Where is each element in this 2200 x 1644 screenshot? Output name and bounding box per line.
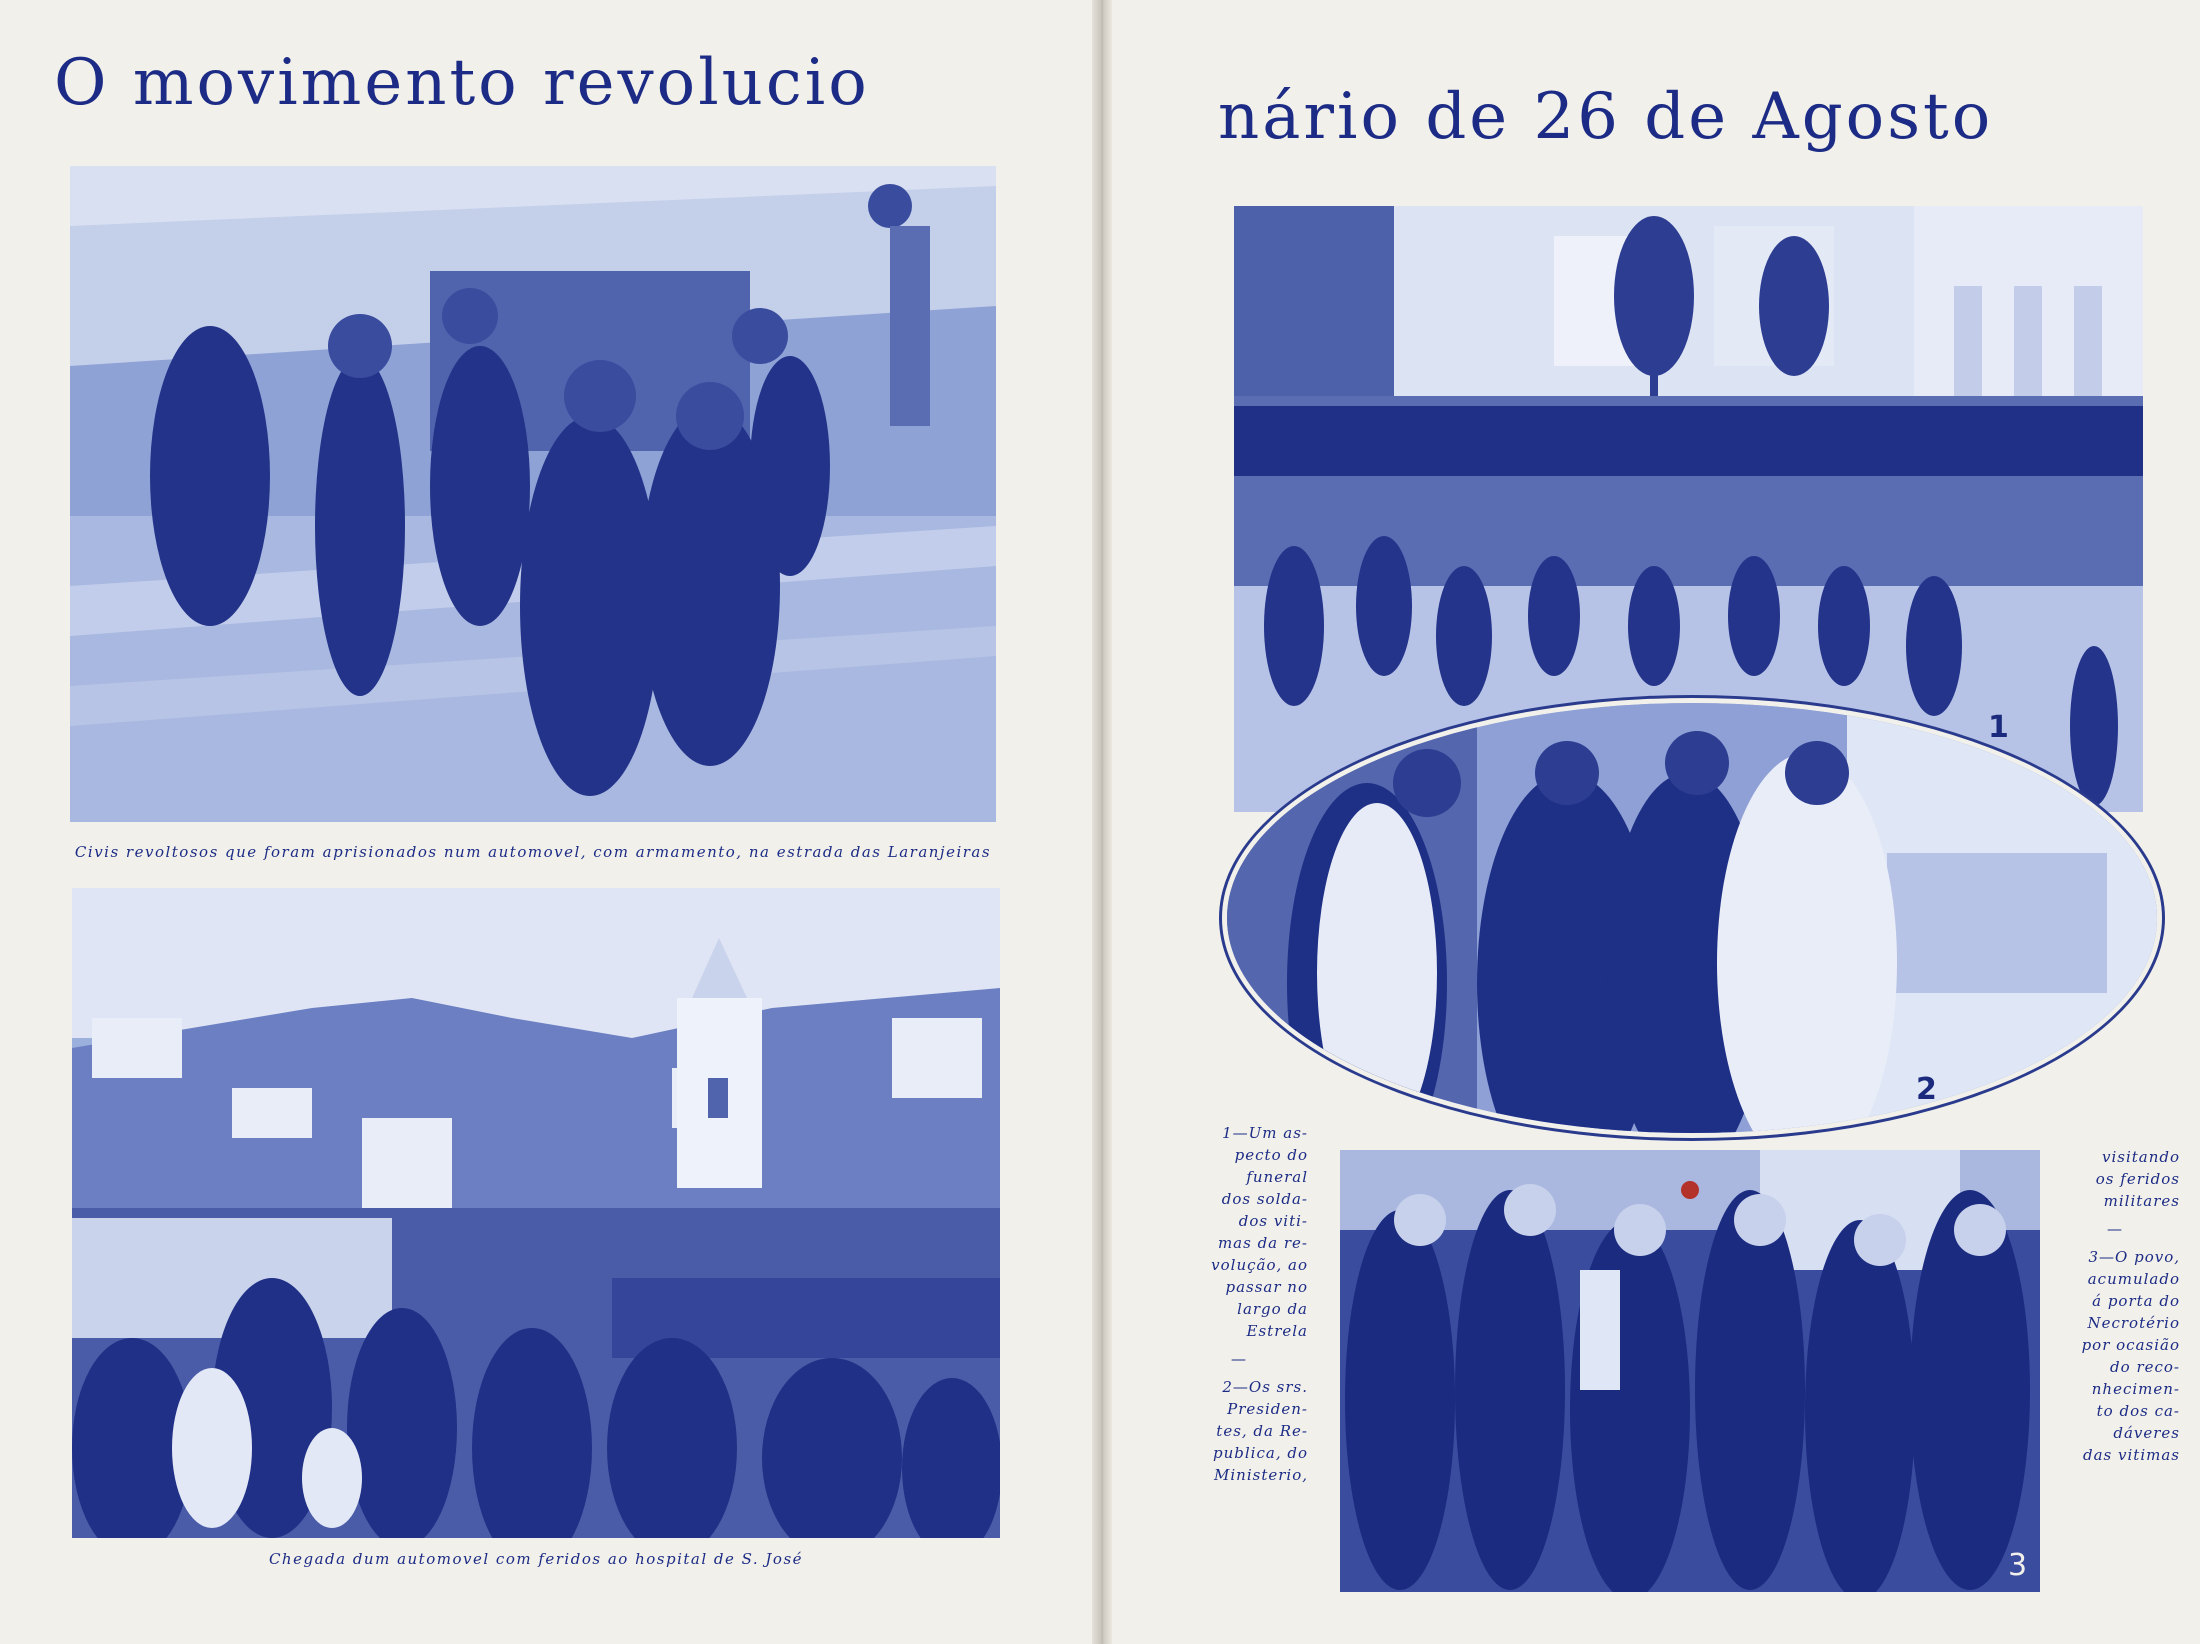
side-caption-right xyxy=(2050,1146,2180,1466)
side-caption-line: das vitimas xyxy=(2083,1446,2180,1464)
side-caption-line: acumulado xyxy=(2087,1270,2180,1288)
side-caption-line: Necrotério xyxy=(2087,1314,2180,1332)
side-caption-line: dáveres xyxy=(2113,1424,2180,1442)
photo-number-1: 1 xyxy=(1988,710,2009,745)
side-caption-line: 1—Um as- xyxy=(1222,1124,1308,1142)
side-caption-line: Presiden- xyxy=(1227,1400,1308,1418)
side-caption-line: á porta do xyxy=(2092,1292,2180,1310)
side-caption-line: publica, do xyxy=(1213,1444,1308,1462)
side-caption-line: os feridos xyxy=(2095,1170,2180,1188)
caption-separator: — xyxy=(1231,1350,1247,1368)
side-caption-line: mas da re- xyxy=(1217,1234,1308,1252)
side-caption-line: 3—O povo, xyxy=(2088,1248,2180,1266)
side-caption-line: volução, ao xyxy=(1211,1256,1308,1274)
side-caption-line: nhecimen- xyxy=(2091,1380,2180,1398)
headline-left: O movimento revolucio xyxy=(54,46,870,120)
side-caption-line: dos solda- xyxy=(1221,1190,1308,1208)
side-caption-line: funeral xyxy=(1246,1168,1308,1186)
side-caption-line: pecto do xyxy=(1234,1146,1308,1164)
page-gutter xyxy=(1092,0,1112,1644)
caption-prisoners: Civis revoltosos que foram aprisionados num automovel, com armamento, na estrada das Laranjeiras xyxy=(74,843,992,861)
headline-right: nário de 26 de Agosto xyxy=(1218,80,1994,154)
side-caption-line: to dos ca- xyxy=(2096,1402,2180,1420)
side-caption-line: Estrela xyxy=(1246,1322,1308,1340)
side-caption-line: do reco- xyxy=(2110,1358,2180,1376)
side-caption-line: dos viti- xyxy=(1238,1212,1308,1230)
photo-prisoners xyxy=(70,166,996,822)
side-caption-line: visitando xyxy=(2101,1148,2180,1166)
photo-number-2: 2 xyxy=(1916,1072,1937,1107)
side-caption-line: por ocasião xyxy=(2081,1336,2180,1354)
side-caption-line: Ministerio, xyxy=(1214,1466,1308,1484)
page-number: 3 xyxy=(2008,1548,2028,1583)
photo-hospital xyxy=(72,888,1000,1538)
side-caption-line: passar no xyxy=(1225,1278,1308,1296)
side-caption-line: largo da xyxy=(1237,1300,1308,1318)
photo-necroterio xyxy=(1340,1150,2040,1592)
side-caption-left xyxy=(1170,1122,1308,1486)
side-caption-line: tes, da Re- xyxy=(1216,1422,1308,1440)
side-caption-line: militares xyxy=(2103,1192,2180,1210)
caption-hospital: Chegada dum automovel com feridos ao hospital de S. José xyxy=(268,1550,804,1568)
caption-separator: — xyxy=(2107,1220,2123,1238)
photo-presidents-oval xyxy=(1222,698,2162,1138)
side-caption-line: 2—Os srs. xyxy=(1222,1378,1308,1396)
